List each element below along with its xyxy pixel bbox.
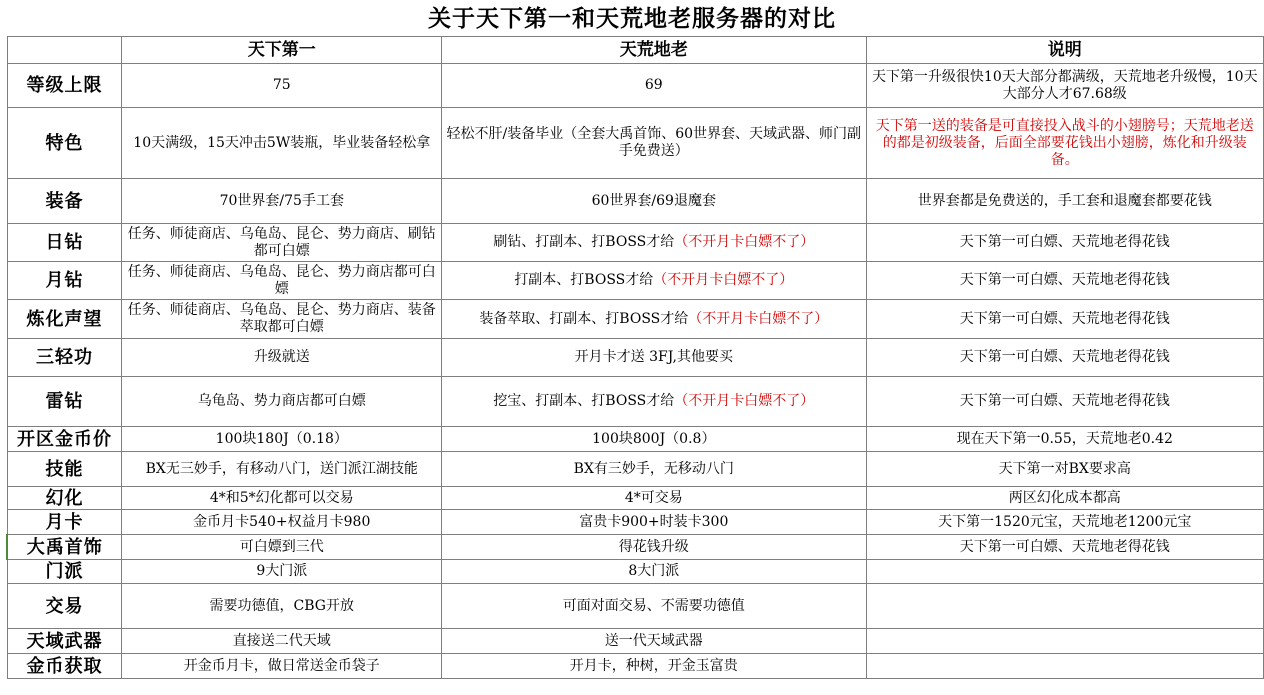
cell-tianhuang-text: 挖宝、打副本、打BOSS才给 bbox=[493, 393, 675, 409]
row-label[interactable]: 幻化 bbox=[7, 487, 122, 510]
cell-note[interactable] bbox=[866, 629, 1263, 654]
header-note[interactable]: 说明 bbox=[866, 37, 1263, 64]
cell-tianhuang-text: 送一代天域武器 bbox=[604, 632, 703, 649]
cell-tianhuang[interactable] bbox=[442, 300, 866, 339]
table-row bbox=[7, 339, 1264, 377]
cell-note[interactable]: 天下第一可白嫖、天荒地老得花钱 bbox=[866, 377, 1263, 427]
cell-tianhuang-text: 开月卡才送 3FJ,其他要买 bbox=[574, 349, 733, 365]
row-label[interactable]: 日钻 bbox=[7, 224, 122, 262]
row-label[interactable]: 装备 bbox=[7, 179, 122, 224]
table-row bbox=[7, 535, 1264, 560]
cell-tianxia[interactable]: 任务、师徒商店、乌龟岛、昆仑、势力商店、刷钻都可白嫖 bbox=[122, 224, 442, 262]
cell-tianxia[interactable]: 70世界套/75手工套 bbox=[122, 179, 442, 224]
table-row bbox=[7, 64, 1264, 108]
cell-tianhuang[interactable] bbox=[442, 64, 866, 108]
cell-note[interactable]: 天下第一对BX要求高 bbox=[866, 452, 1263, 487]
table-row bbox=[7, 510, 1264, 535]
cell-tianhuang[interactable] bbox=[442, 224, 866, 262]
table-row bbox=[7, 377, 1264, 427]
cell-note[interactable]: 世界套都是免费送的，手工套和退魔套都要花钱 bbox=[866, 179, 1263, 224]
cell-tianhuang-warning: （不开月卡白嫖不了） bbox=[674, 393, 815, 409]
cell-tianhuang[interactable] bbox=[442, 510, 866, 535]
table-row bbox=[7, 560, 1264, 584]
cell-note[interactable]: 天下第一升级很快10天大部分都满级，天荒地老升级慢，10天大部分人才67.68级 bbox=[866, 64, 1263, 108]
cell-tianhuang[interactable] bbox=[442, 262, 866, 300]
cell-tianhuang[interactable] bbox=[442, 584, 866, 629]
cell-tianhuang-text: 刷钻、打副本、打BOSS才给 bbox=[493, 234, 675, 250]
cell-tianhuang[interactable] bbox=[442, 108, 866, 179]
table-row bbox=[7, 300, 1264, 339]
cell-tianxia[interactable]: 需要功德值，CBG开放 bbox=[122, 584, 442, 629]
table-row bbox=[7, 629, 1264, 654]
cell-tianxia[interactable]: 10天满级，15天冲击5W装瓶，毕业装备轻松拿 bbox=[122, 108, 442, 179]
cell-tianxia[interactable]: 任务、师徒商店、乌龟岛、昆仑、势力商店、装备萃取都可白嫖 bbox=[122, 300, 442, 339]
row-label[interactable]: 等级上限 bbox=[7, 64, 122, 108]
row-label[interactable]: 月卡 bbox=[7, 510, 122, 535]
header-corner[interactable] bbox=[7, 37, 122, 64]
cell-note[interactable]: 天下第一可白嫖、天荒地老得花钱 bbox=[866, 339, 1263, 377]
table-row bbox=[7, 654, 1264, 679]
cell-note[interactable]: 天下第一1520元宝，天荒地老1200元宝 bbox=[866, 510, 1263, 535]
row-label[interactable]: 月钻 bbox=[7, 262, 122, 300]
row-label[interactable]: 炼化声望 bbox=[7, 300, 122, 339]
cell-note[interactable] bbox=[866, 560, 1263, 584]
cell-note[interactable] bbox=[866, 654, 1263, 679]
cell-tianxia[interactable]: 乌龟岛、势力商店都可白嫖 bbox=[122, 377, 442, 427]
row-label[interactable]: 雷钻 bbox=[7, 377, 122, 427]
row-label[interactable]: 大禹首饰 bbox=[7, 535, 122, 560]
row-label[interactable]: 特色 bbox=[7, 108, 122, 179]
cell-note[interactable]: 现在天下第一0.55，天荒地老0.42 bbox=[866, 427, 1263, 452]
cell-tianxia[interactable]: 直接送二代天域 bbox=[122, 629, 442, 654]
cell-tianhuang-text: 轻松不肝/装备毕业（全套大禹首饰、60世界套、天域武器、师门副手免费送） bbox=[446, 126, 862, 159]
cell-tianhuang[interactable] bbox=[442, 339, 866, 377]
cell-tianxia[interactable]: 4*和5*幻化都可以交易 bbox=[122, 487, 442, 510]
cell-tianxia[interactable]: 升级就送 bbox=[122, 339, 442, 377]
row-label[interactable]: 三轻功 bbox=[7, 339, 122, 377]
row-label[interactable]: 金币获取 bbox=[7, 654, 122, 679]
cell-tianhuang-text: 8大门派 bbox=[628, 563, 680, 579]
cell-tianhuang[interactable] bbox=[442, 452, 866, 487]
cell-note[interactable]: 天下第一可白嫖、天荒地老得花钱 bbox=[866, 262, 1263, 300]
cell-tianhuang-warning: （不开月卡白嫖不了） bbox=[674, 234, 815, 250]
cell-tianhuang[interactable] bbox=[442, 535, 866, 560]
row-label[interactable]: 天域武器 bbox=[7, 629, 122, 654]
cell-tianhuang[interactable] bbox=[442, 560, 866, 584]
cell-tianhuang-warning: （不开月卡白嫖不了） bbox=[688, 310, 829, 327]
cell-note[interactable] bbox=[866, 584, 1263, 629]
header-tianhuang[interactable]: 天荒地老 bbox=[442, 37, 866, 64]
table-row bbox=[7, 224, 1264, 262]
header-tianxia[interactable]: 天下第一 bbox=[122, 37, 442, 64]
cell-tianhuang-text: 得花钱升级 bbox=[618, 538, 689, 555]
cell-tianhuang[interactable] bbox=[442, 377, 866, 427]
cell-tianxia[interactable]: 任务、师徒商店、乌龟岛、昆仑、势力商店都可白嫖 bbox=[122, 262, 442, 300]
cell-tianhuang[interactable] bbox=[442, 179, 866, 224]
cell-tianxia[interactable]: 可白嫖到三代 bbox=[122, 535, 442, 560]
cell-note[interactable]: 天下第一可白嫖、天荒地老得花钱 bbox=[866, 300, 1263, 339]
cell-tianhuang-text: 打副本、打BOSS才给 bbox=[514, 272, 654, 288]
row-label[interactable]: 开区金币价 bbox=[7, 427, 122, 452]
cell-tianhuang[interactable] bbox=[442, 629, 866, 654]
cell-tianhuang[interactable] bbox=[442, 487, 866, 510]
cell-tianhuang-text: BX有三妙手，无移动八门 bbox=[573, 460, 734, 477]
cell-tianxia[interactable]: 金币月卡540+权益月卡980 bbox=[122, 510, 442, 535]
cell-tianxia[interactable]: 开金币月卡，做日常送金币袋子 bbox=[122, 654, 442, 679]
table-row bbox=[7, 108, 1264, 179]
table-row bbox=[7, 487, 1264, 510]
cell-tianhuang-text: 装备萃取、打副本、打BOSS才给 bbox=[479, 310, 689, 327]
cell-note[interactable]: 天下第一送的装备是可直接投入战斗的小翅膀号；天荒地老送的都是初级装备，后面全部要花钱出小翅膀，炼化和升级装备。 bbox=[866, 108, 1263, 179]
cell-tianxia[interactable]: BX无三妙手，有移动八门，送门派江湖技能 bbox=[122, 452, 442, 487]
table-row bbox=[7, 452, 1264, 487]
row-label[interactable]: 交易 bbox=[7, 584, 122, 629]
cell-tianhuang-text: 60世界套/69退魔套 bbox=[591, 192, 716, 209]
cell-tianhuang-text: 开月卡，种树，开金玉富贵 bbox=[569, 657, 738, 674]
cell-note[interactable]: 天下第一可白嫖、天荒地老得花钱 bbox=[866, 535, 1263, 560]
header-row bbox=[7, 37, 1264, 64]
table-row bbox=[7, 179, 1264, 224]
cell-tianxia[interactable]: 75 bbox=[122, 64, 442, 108]
cell-tianhuang-text: 69 bbox=[644, 77, 663, 93]
cell-tianxia[interactable]: 9大门派 bbox=[122, 560, 442, 584]
cell-tianhuang-text: 4*可交易 bbox=[624, 489, 683, 506]
cell-tianhuang[interactable] bbox=[442, 654, 866, 679]
cell-tianhuang-text: 可面对面交易、不需要功德值 bbox=[562, 597, 745, 614]
sheet-title: 关于天下第一和天荒地老服务器的对比 bbox=[428, 5, 836, 32]
comparison-table bbox=[6, 36, 1264, 679]
row-label[interactable]: 门派 bbox=[7, 560, 122, 584]
row-label[interactable]: 技能 bbox=[7, 452, 122, 487]
cell-tianhuang-warning: （不开月卡白嫖不了） bbox=[653, 272, 794, 288]
cell-tianhuang[interactable] bbox=[442, 427, 866, 452]
table-row bbox=[7, 427, 1264, 452]
table-row bbox=[7, 584, 1264, 629]
cell-tianhuang-text: 100块800J（0.8） bbox=[592, 430, 716, 447]
cell-tianhuang-text: 富贵卡900+时装卡300 bbox=[579, 513, 729, 530]
cell-note[interactable]: 天下第一可白嫖、天荒地老得花钱 bbox=[866, 224, 1263, 262]
cell-note[interactable]: 两区幻化成本都高 bbox=[866, 487, 1263, 510]
table-row bbox=[7, 262, 1264, 300]
cell-tianxia[interactable]: 100块180J（0.18） bbox=[122, 427, 442, 452]
